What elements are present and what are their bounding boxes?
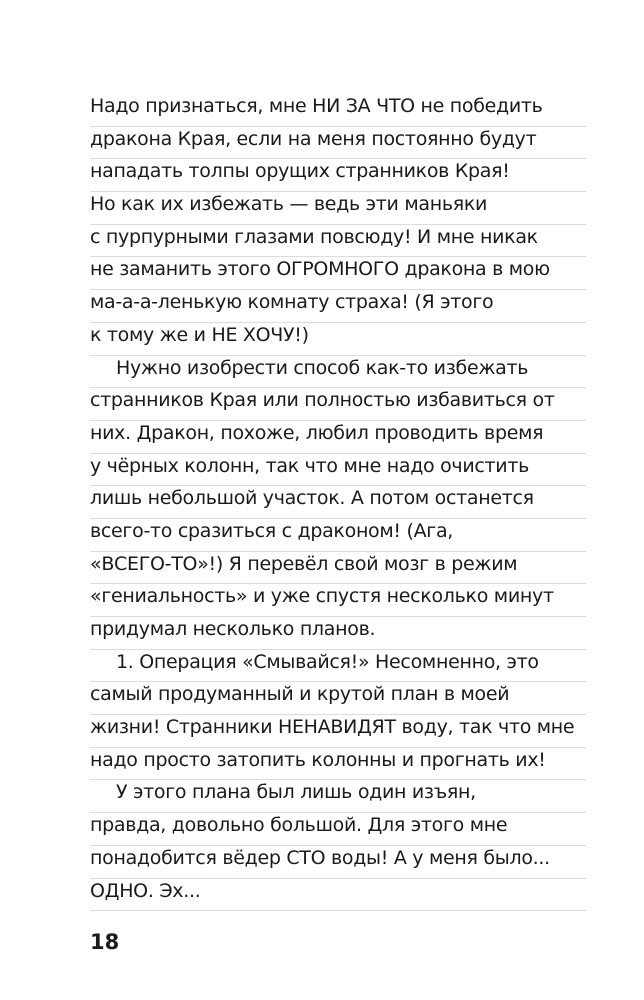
text-line: «ВСЕГО-ТО»!) Я перевёл свой мозг в режим <box>90 552 586 585</box>
page-number: 18 <box>90 930 120 954</box>
text-line: У этого плана был лишь один изъян, <box>90 780 586 813</box>
text-line: них. Дракон, похоже, любил проводить время <box>90 421 586 454</box>
text-line: понадобится вёдер СТО воды! А у меня было... <box>90 846 586 879</box>
text-line: не заманить этого ОГРОМНОГО дракона в мою <box>90 257 586 290</box>
text-line: надо просто затопить колонны и прогнать их! <box>90 748 586 781</box>
text-line: Нужно изобрести способ как-то избежать <box>90 356 586 389</box>
notebook-text-block <box>90 94 586 911</box>
text-line: самый продуманный и крутой план в моей <box>90 682 586 715</box>
text-line: лишь небольшой участок. А потом останется <box>90 486 586 519</box>
text-line: Но как их избежать — ведь эти маньяки <box>90 192 586 225</box>
text-line: дракона Края, если на меня постоянно будут <box>90 127 586 160</box>
text-line: у чёрных колонн, так что мне надо очистить <box>90 454 586 487</box>
text-line: всего-то сразиться с драконом! (Ага, <box>90 519 586 552</box>
text-line: правда, довольно большой. Для этого мне <box>90 813 586 846</box>
text-line: 1. Операция «Смывайся!» Несомненно, это <box>90 650 586 683</box>
text-line: странников Края или полностью избавиться от <box>90 388 586 421</box>
text-line: ма-а-а-ленькую комнату страха! (Я этого <box>90 290 586 323</box>
text-line: к тому же и НЕ ХОЧУ!) <box>90 323 586 356</box>
text-line: с пурпурными глазами повсюду! И мне никак <box>90 225 586 258</box>
text-line: жизни! Странники НЕНАВИДЯТ воду, так что мне <box>90 715 586 748</box>
text-line: ОДНО. Эх... <box>90 879 586 912</box>
text-line: «гениальность» и уже спустя несколько минут <box>90 584 586 617</box>
text-line: нападать толпы орущих странников Края! <box>90 159 586 192</box>
text-line: Надо признаться, мне НИ ЗА ЧТО не победить <box>90 94 586 127</box>
text-line: придумал несколько планов. <box>90 617 586 650</box>
